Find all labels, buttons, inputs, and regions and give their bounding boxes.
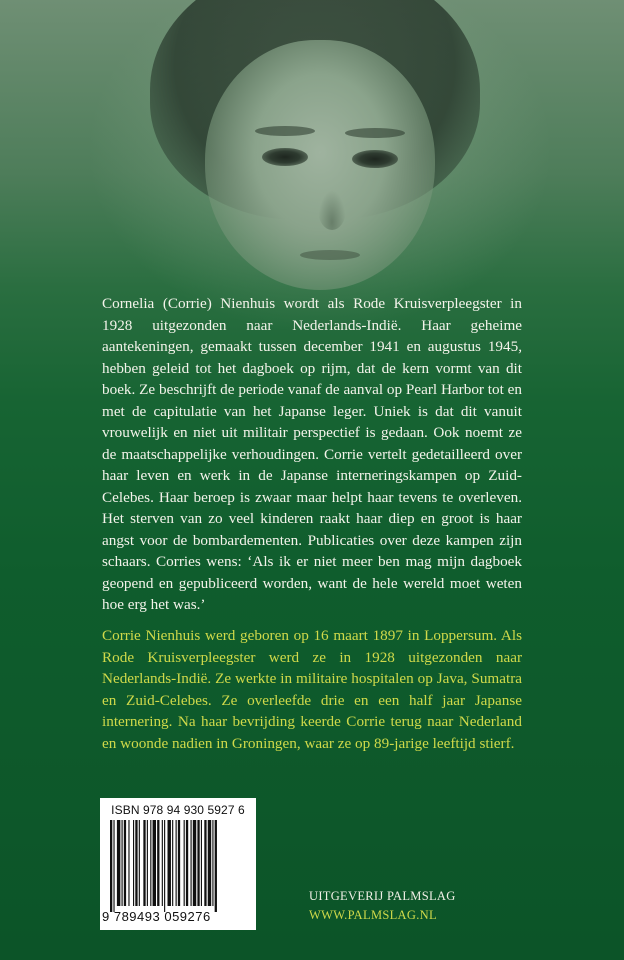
barcode-bar: [204, 820, 206, 906]
barcode-bar: [143, 820, 145, 906]
barcode-bar: [117, 820, 120, 906]
biography-paragraph: Corrie Nienhuis werd geboren op 16 maart 1897 in Loppersum. Als Rode Kruisverpleegster werd ze in 1928 uitgezonden naar Nederlands-Indië. Ze werkte in militaire hospitalen op Java, Sumatra en Zuid-Celebes. Ze overleefde drie en een half jaar Japanse internering. Na haar bevrijding keerde Corrie terug naar Nederland en woonde nadien in Groningen, waar ze op 89-jarige leeftijd stierf.: [102, 627, 522, 752]
barcode-bars: [110, 820, 248, 912]
barcode-bar: [157, 820, 159, 906]
barcode-bar: [110, 820, 112, 912]
portrait-right-eye: [352, 150, 398, 168]
description-paragraph: Cornelia (Corrie) Nienhuis wordt als Rode Kruisverpleegster in 1928 uitgezonden naar Nederlands-Indië. Haar geheime aantekeningen, gemaakt tussen december 1941 en augustus 1945, hebben geleid tot het dagboek op rijm, dat de kern vormt van dit boek. Ze beschrijft de periode vanaf de aanval op Pearl Harbor tot en met de capitulatie van het Japanse leger. Uniek is dat dit vanuit vrouwelijk en niet uit militair perspectief is gedaan. Ook noemt ze de maatschappelijke verhoudingen. Corrie vertelt gedetailleerd over haar leven en werk in de Japanse interneringskampen op Zuid-Celebes. Haar beroep is zwaar maar helpt haar tevens te overleven. Het sterven van zo veel kinderen raakt haar diep en groot is haar angst voor de bombardementen. Publicaties over deze kampen zijn schaars. Corries wens: ‘Als ik er niet meer ben mag mijn dagboek geopend en gepubliceerd worden, want de hele wereld moet weten hoe erg het was.’: [102, 295, 522, 613]
barcode-bar: [147, 820, 148, 906]
barcode-digits: 9 789493 059276: [102, 909, 211, 924]
barcode-bar: [168, 820, 171, 906]
barcode-bar: [153, 820, 156, 906]
barcode-bar: [215, 820, 217, 912]
publisher-name: UITGEVERIJ PALMSLAG: [309, 889, 456, 903]
barcode-bar: [128, 820, 129, 906]
barcode-bar: [122, 820, 123, 906]
barcode-bar: [191, 820, 192, 906]
barcode-bar: [176, 820, 177, 906]
barcode-bar: [139, 820, 140, 906]
publisher-info: [309, 887, 456, 925]
barcode-bar: [186, 820, 188, 906]
barcode-bar: [201, 820, 202, 906]
isbn-label: ISBN 978 94 930 5927 6: [111, 803, 245, 817]
barcode-bar: [184, 820, 185, 906]
barcode-bar: [212, 820, 213, 906]
book-description: [102, 293, 522, 616]
barcode-bar: [124, 820, 126, 906]
barcode-bar: [164, 820, 165, 912]
portrait-mouth: [300, 250, 360, 260]
publisher-url: WWW.PALMSLAG.NL: [309, 908, 437, 922]
barcode-bar: [135, 820, 137, 906]
portrait-nose: [318, 190, 346, 230]
barcode-bar: [133, 820, 134, 906]
portrait-left-brow: [255, 126, 315, 136]
barcode-bar: [208, 820, 211, 906]
author-biography: [102, 625, 522, 754]
author-portrait-photo: [0, 0, 624, 300]
barcode-bar: [178, 820, 180, 906]
barcode-bar: [113, 820, 114, 912]
portrait-left-eye: [262, 148, 308, 166]
barcode-bar: [162, 820, 163, 906]
barcode-bar: [150, 820, 151, 906]
portrait-right-brow: [345, 128, 405, 138]
barcode-bar: [172, 820, 173, 906]
barcode-bar: [193, 820, 196, 906]
barcode-bar: [197, 820, 199, 906]
isbn-barcode: [100, 798, 256, 930]
